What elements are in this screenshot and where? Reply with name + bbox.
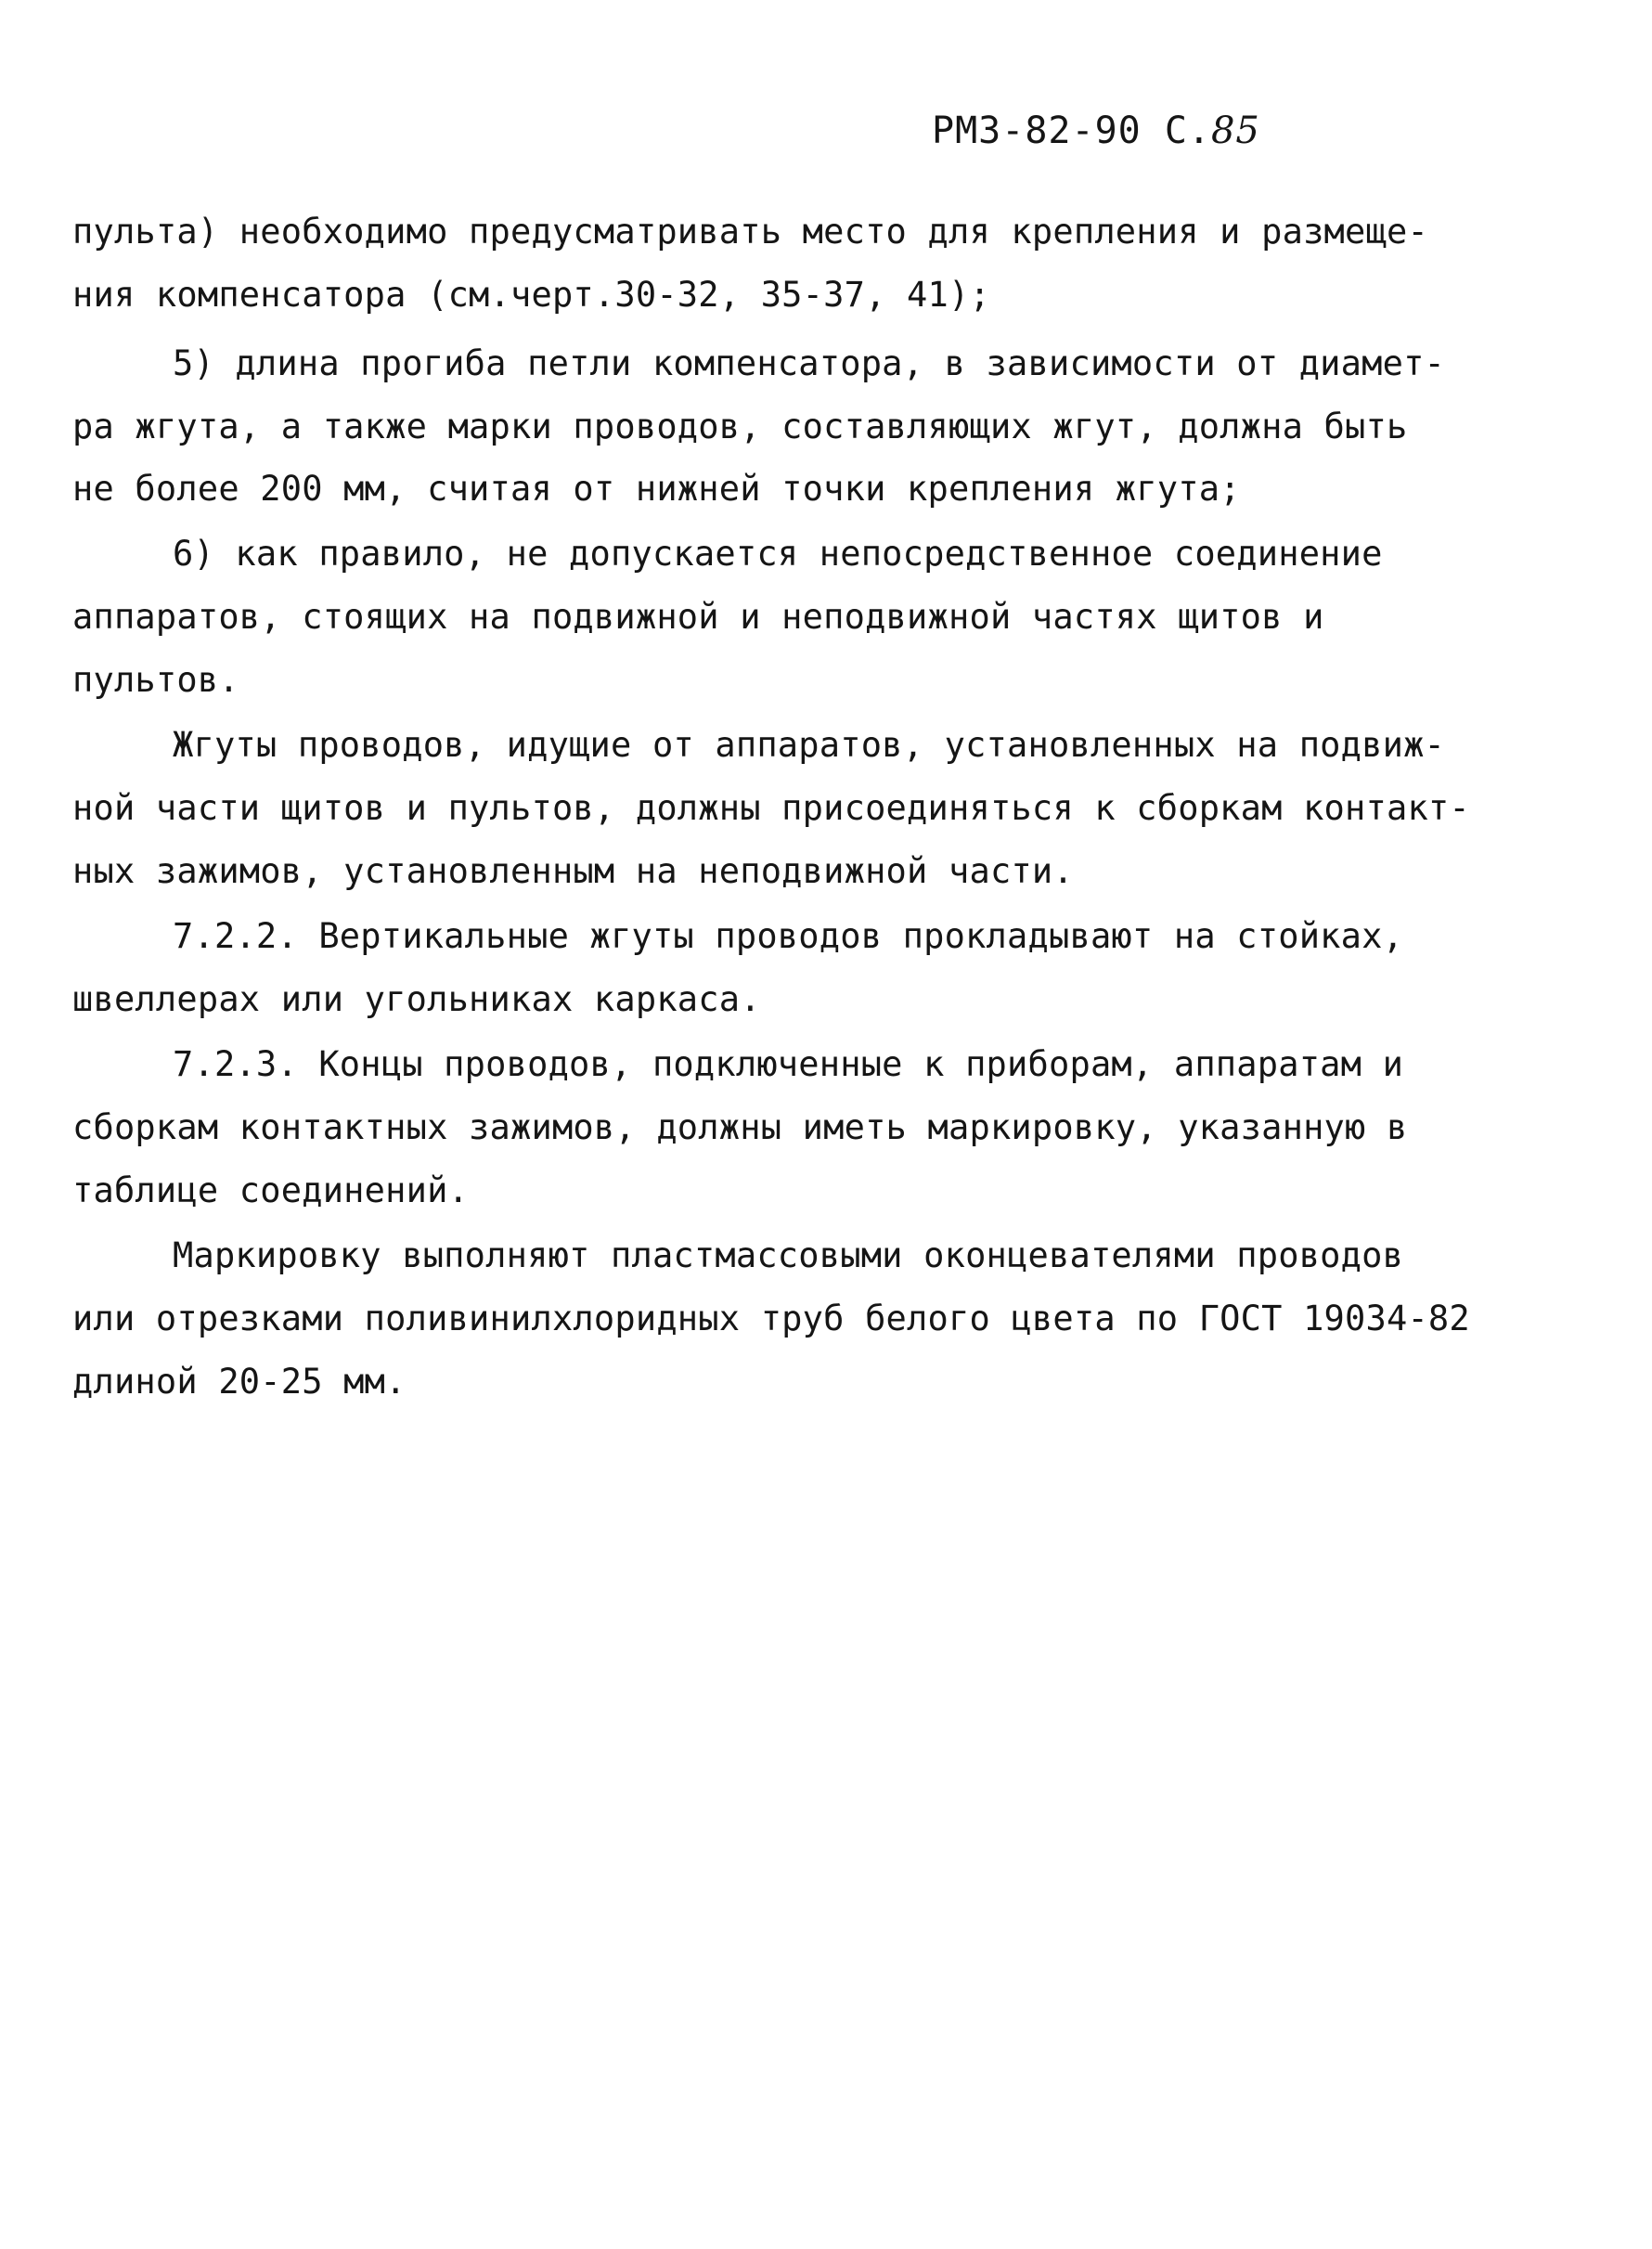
- text-line: пульта) необходимо предусматривать место для крепления и размеще-: [72, 212, 1428, 252]
- text-line: Жгуты проводов, идущие от аппаратов, установленных на подвиж-: [173, 725, 1446, 765]
- text-line: таблице соединений.: [72, 1170, 470, 1210]
- text-line: сборкам контактных зажимов, должны иметь маркировку, указанную в: [72, 1107, 1408, 1147]
- text-line: ра жгута, а также марки проводов, составляющих жгут, должна быть: [72, 407, 1408, 446]
- text-line: Маркировку выполняют пластмассовыми оконцевателями проводов: [173, 1235, 1404, 1275]
- text-line: 5) длина прогиба петли компенсатора, в зависимости от диамет-: [173, 343, 1446, 383]
- text-line: ных зажимов, установленным на неподвижной части.: [72, 851, 1074, 891]
- document-code: РМ3-82-90 С.: [932, 110, 1211, 152]
- text-line: аппаратов, стоящих на подвижной и неподвижной частях щитов и: [72, 597, 1324, 637]
- text-line: 7.2.3. Концы проводов, подключенные к приборам, аппаратам и: [173, 1044, 1404, 1084]
- page-number: 85: [1210, 110, 1260, 152]
- text-line: длиной 20-25 мм.: [72, 1362, 407, 1402]
- text-line: швеллерах или угольниках каркаса.: [72, 979, 761, 1019]
- text-line: или отрезками поливинилхлоридных труб белого цвета по ГОСТ 19034-82: [72, 1299, 1470, 1338]
- text-line: не более 200 мм, считая от нижней точки крепления жгута;: [72, 469, 1241, 509]
- text-line: 6) как правило, не допускается непосредственное соединение: [173, 534, 1383, 574]
- text-line: пультов.: [72, 660, 239, 700]
- page-header: [932, 110, 1260, 152]
- text-line: ния компенсатора (см.черт.30-32, 35-37, 41);: [72, 275, 990, 315]
- text-line: 7.2.2. Вертикальные жгуты проводов прокладывают на стойках,: [173, 916, 1404, 956]
- text-line: ной части щитов и пультов, должны присоединяться к сборкам контакт-: [72, 788, 1470, 828]
